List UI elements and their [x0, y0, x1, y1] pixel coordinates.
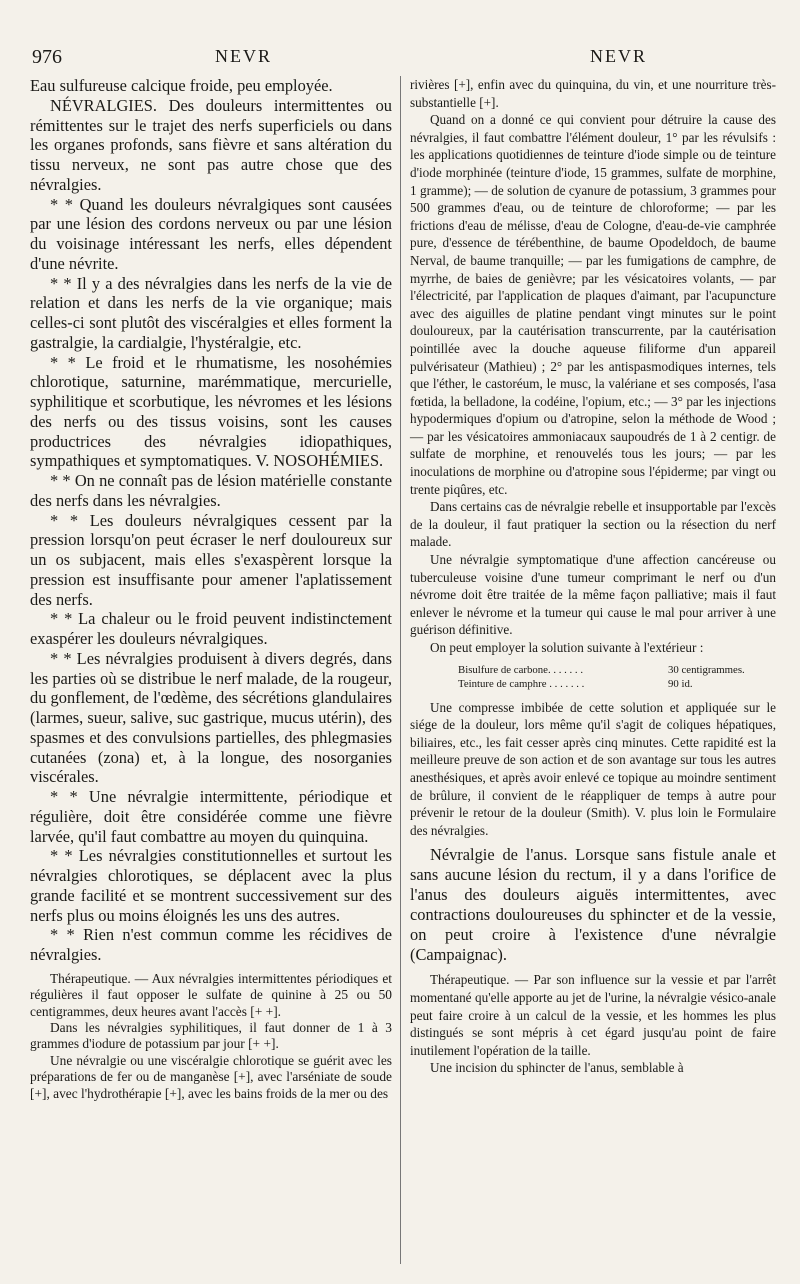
running-head-left: NEVR — [215, 46, 272, 66]
paragraph: * * Quand les douleurs névralgiques sont causées par une lésion des cordons nerveux ou par une lésion du voisinage intéressant les nerfs, elles dépendent d'une névrite. — [30, 194, 392, 273]
paragraph: * * Rien n'est commun comme les récidives de névralgies. — [30, 925, 392, 964]
paragraph: rivières [+], enfin avec du quinquina, du vin, et une nourriture très-substantielle [+]. — [410, 77, 776, 110]
paragraph: Une névralgie symptomatique d'une affection cancéreuse ou tuberculeuse voisine d'une tumeur comprimant le nerf ou d'un névrome doit être traitée de la même façon palliative; mais il faut enlever le névrome et la tumeur qui cause le mal pour arriver à une guérison définitive. — [410, 552, 776, 638]
right-column — [410, 76, 776, 1077]
left-column — [30, 76, 392, 1102]
running-head-right: NEVR — [590, 46, 647, 66]
formula-quantity: 30 centigrammes. — [668, 663, 745, 676]
column-divider — [400, 76, 401, 1264]
paragraph: * * Les névralgies constitutionnelles et surtout les névralgies chlorotiques, se déplacent avec la plus grande facilité et se montrent successivement sur des nerfs plus ou moins éloignés les uns des autres. — [30, 846, 392, 925]
therapeutique-paragraph: Thérapeutique. — Par son influence sur la vessie et par l'arrêt momentané qu'elle apporte au jet de l'urine, la névralgie vésico-anale peut faire croire à un calcul de la vessie, et les hommes les plus distingués se sont mépris à cet égard jusqu'au point de faire inutilement l'opération de la taille. — [410, 972, 776, 1058]
therapeutique-paragraph: Thérapeutique. — Aux névralgies intermittentes périodiques et régulières il faut opposer le sulfate de quinine à 25 ou 50 centigrammes, deux heures avant l'accès [+ +]. — [30, 970, 392, 1019]
page-number: 976 — [32, 46, 62, 68]
paragraph: * * Les douleurs névralgiques cessent par la pression lorsqu'on peut écraser le nerf douloureux sur un os subjacent, mais elles s'exaspèrent lorsque la pression est insuffisante pour amener l'aplatissement des nerfs. — [30, 510, 392, 609]
formula-table — [410, 663, 776, 691]
paragraph: Dans certains cas de névralgie rebelle et insupportable par l'excès de la douleur, il faut pratiquer la section ou la résection du nerf malade. — [410, 499, 776, 550]
formula-quantity: 90 id. — [668, 677, 693, 690]
paragraph: Quand on a donné ce qui convient pour détruire la cause des névralgies, il faut combattre l'élément douleur, 1° par les révulsifs : les applications quotidiennes de teinture d'iode simple ou de teinture d'iode morphinée (teinture d'iode, 15 grammes, sulfate de morphine, 1 gramme); — de solution de cyanure de potassium, 3 grammes pour 500 grammes d'eau, ou de teinture de chloroforme; — par les frictions d'eau de mélisse, d'eau de Cologne, d'eau-de-vie camphrée pure, d'essence de térébenthine, de baume Opodeldoch, de baume Nerval, de baume tranquille; — par les fumigations de camphre, de myrrhe, de baies de genièvre; par les vésicatoires volants, — par l'électricité, par l'application de plaques d'aimant, par l'acupuncture avec des aiguilles de platine pendant vingt minutes sur le point douloureux, par la cautérisation transcurrente, par la cautérisation pointillée avec la douche aqueuse filiforme d'un appareil pulvérisateur (Mathieu) ; 2° par les antispasmodiques internes, tels que l'éther, le castoréum, le musc, la valériane et ses composés, l'asa fœtida, la belladone, la codéine, l'opium, etc.; — 3° par les injections hypodermiques d'opium ou d'atropine, selon la méthode de Wood ; — par les vésicatoires ammoniacaux saupoudrés de 1 à 2 centigr. de sulfate de morphine, et renouvelés tous les jours; — par les inoculations de morphine ou d'atropine sous l'épiderme; par vingt ou trente piqûres, etc. — [410, 112, 776, 497]
paragraph: On peut employer la solution suivante à l'extérieur : — [430, 640, 704, 655]
paragraph-small: Une névralgie ou une viscéralgie chlorotique se guérit avec les préparations de fer ou de manganèse [+], avec l'arséniate de soude [+], avec l'hydrothérapie [+], avec les bains froids de la mer ou des — [30, 1052, 392, 1101]
formula-row — [410, 663, 776, 677]
paragraph: * * Il y a des névralgies dans les nerfs de la vie de relation et dans les nerfs de la vie organique; mais celles-ci sont plutôt des viscéralgies et elles forment la gastralgie, la cardialgie, l'hystéralgie, etc. — [30, 273, 392, 352]
paragraph: * * La chaleur ou le froid peuvent indistinctement exaspérer les douleurs névralgiques. — [30, 609, 392, 648]
entry-nevralgie-anus: Névralgie de l'anus. Lorsque sans fistule anale et sans aucune lésion du rectum, il y a dans l'orifice de l'anus des douleurs aiguës intermittentes, avec contractions douloureuses du sphincter et de la vessie, on peut croire à l'existence d'une névralgie (Campaignac). — [410, 845, 776, 965]
paragraph-small: Dans les névralgies syphilitiques, il faut donner de 1 à 3 grammes d'iodure de potassium par jour [+ +]. — [30, 1019, 392, 1052]
entry-nevralgies: NÉVRALGIES. Des douleurs intermittentes ou rémittentes sur le trajet des nerfs superficiels ou dans les organes profonds, sans fièvre et sans altération du tissu nerveux, ne sont pas autre chose que des névralgies. — [30, 95, 392, 194]
paragraph: * * On ne connaît pas de lésion matérielle constante des nerfs dans les névralgies. — [30, 471, 392, 510]
paragraph: * * Les névralgies produisent à divers degrés, dans les parties où se distribue le nerf malade, de la rougeur, du gonflement, de l'œdème, des sécrétions glandulaires (larmes, sueur, salive, suc gastrique, mucus utérin), des spasmes et des convulsions partielles, des phlegmasies cutanées (zona) et, à la longue, des nosorganies viscérales. — [30, 648, 392, 787]
paragraph: Une incision du sphincter de l'anus, semblable à — [430, 1060, 684, 1076]
page-header — [30, 46, 778, 72]
formula-ingredient: Bisulfure de carbone. . . . . . . — [458, 663, 584, 676]
formula-row — [410, 677, 776, 691]
paragraph: * * Le froid et le rhumatisme, les nosohémies chlorotique, saturnine, marémmatique, mercurielle, syphilitique et scorbutique, les névromes et les lésions des nerfs ou des tissus voisins, sont les causes productrices des névralgies idiopathiques, sympathiques et symptomatiques. V. NOSOHÉMIES. — [30, 352, 392, 471]
formula-ingredient: Teinture de camphre . . . . . . . — [458, 677, 585, 690]
paragraph: Une compresse imbibée de cette solution et appliquée sur le siége de la douleur, lors même qu'il s'agit de coliques hépatiques, biliaires, etc., les fait cesser après cinq minutes. Cette rapidité est la meilleure preuve de son action et de son avantage sur tous les autres anesthésiques, et après avoir enlevé ce topique au moindre sentiment de brûlure, il convient de le réappliquer de temps à autre pour prévenir le retour de la douleur (Smith). V. plus loin le Formulaire des névralgies. — [410, 699, 776, 838]
paragraph: Eau sulfureuse calcique froide, peu employée. — [30, 76, 333, 95]
paragraph: * * Une névralgie intermittente, périodique et régulière, doit être considérée comme une fièvre larvée, qu'il faut combattre au moyen du quinquina. — [30, 787, 392, 846]
